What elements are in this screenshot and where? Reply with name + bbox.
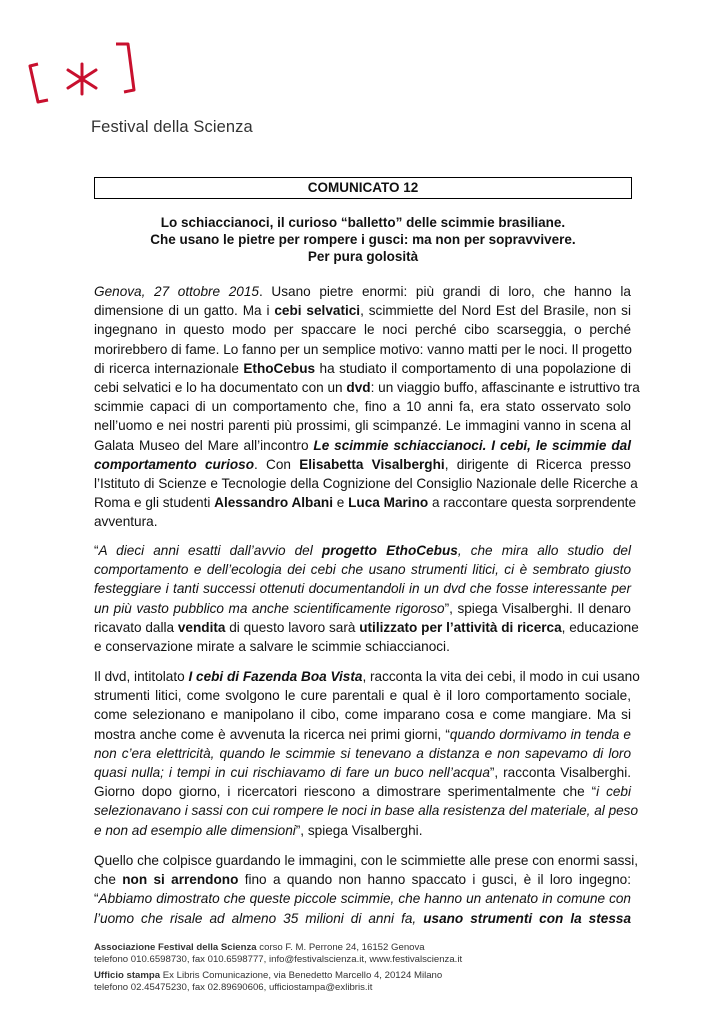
text-run: non si arrendono	[122, 872, 239, 888]
text-run: Elisabetta Visalberghi	[299, 456, 445, 472]
text-run: cebi selvatici e lo ha documentato con un	[94, 380, 347, 396]
text-line	[94, 725, 631, 744]
text-line	[94, 821, 631, 840]
text-run: Abbiamo dimostrato che queste piccole scimmie, che hanno un antenato in comune con	[98, 891, 631, 907]
headline-line: Che usano le pietre per rompere i gusci: ma non per sopravvivere.	[150, 232, 576, 247]
text-run: di ricerca internazionale	[94, 360, 244, 376]
festival-name: Festival della Scienza	[91, 118, 253, 136]
text-run: , educazione	[561, 619, 639, 635]
text-line	[94, 909, 631, 928]
press-headline	[94, 214, 632, 265]
text-line	[94, 889, 631, 908]
text-run: dimensione di un gatto. Ma i	[94, 303, 275, 319]
text-run: a raccontare questa sorprendente	[428, 495, 637, 511]
text-run: Le scimmie schiaccianoci. I cebi, le scimmie dal	[313, 437, 631, 453]
paragraph-intro	[94, 282, 640, 532]
text-run: quando dormivamo in tenda e	[449, 726, 631, 742]
text-run: un più vasto pubblico ma anche scientificamente rigoroso	[94, 600, 445, 616]
text-line	[94, 340, 631, 359]
text-line	[94, 512, 631, 531]
communique-banner: COMUNICATO 12	[94, 177, 632, 199]
text-run: ingegnano in questo modo per spaccare le noci perché cibo scarseggia, o perché	[94, 322, 631, 338]
text-line	[94, 851, 639, 870]
text-run: e	[333, 495, 349, 511]
text-run: festeggiare i tanti successi ottenuti documentandoli in un dvd che fosse interessante per	[94, 581, 631, 597]
text-line	[94, 667, 640, 686]
text-run: , dirigente di Ricerca presso	[444, 456, 631, 472]
text-run: progetto EthoCebus	[321, 543, 458, 558]
text-run: : un viaggio buffo, affascinante e istruttivo tra	[370, 380, 640, 396]
text-run: . Usano pietre enormi: più grandi di loro, che hanno la	[258, 284, 631, 299]
text-line	[94, 541, 631, 560]
text-line	[94, 378, 640, 397]
text-run: nell’uomo e nei nostri parenti più prossimi, gli scimpanzé. Le immagini vanno in scena al	[94, 418, 631, 434]
footer-press-office	[94, 970, 594, 982]
text-line	[94, 705, 631, 724]
text-run: ricavato dalla	[94, 619, 178, 635]
text-run: usano strumenti con la stessa	[423, 910, 632, 926]
text-run: “	[94, 543, 99, 558]
text-run: strumenti litici, come svolgono le cure parentali e qual è il loro comportamento sociale,	[94, 688, 631, 704]
text-line	[94, 782, 631, 801]
text-run: selezionavano i sassi con cui rompere le noci in base alla resistenza del materiale, al peso	[94, 803, 639, 819]
text-line	[94, 870, 631, 889]
text-run: e non ad esempio alle dimensioni	[94, 822, 296, 838]
text-run: fino a quando non hanno spaccato i gusci, è il loro ingegno:	[238, 872, 631, 888]
asterisk-bracket-logo-icon	[24, 40, 144, 110]
text-line	[94, 801, 639, 820]
festival-logo	[24, 40, 253, 140]
text-run: “	[94, 891, 99, 907]
text-line	[94, 282, 631, 301]
text-run: ”, spiega Visalberghi. Il denaro	[444, 600, 631, 616]
association-name: Associazione Festival della Scienza	[94, 942, 257, 953]
text-line	[94, 560, 631, 579]
text-run: Genova, 27 ottobre 2015	[94, 284, 259, 299]
press-office-contacts[interactable]: telefono 02.45475230, fax 02.89690606, ufficiostampa@exlibris.it	[94, 981, 373, 993]
association-address: corso F. M. Perrone 24, 16152 Genova	[256, 942, 425, 953]
text-line	[94, 637, 631, 656]
text-run: che	[94, 872, 123, 888]
text-run: dvd	[346, 380, 371, 396]
text-run: cebi selvatici	[274, 303, 361, 319]
headline-line: Per pura golosità	[307, 249, 419, 264]
text-run: ”, spiega Visalberghi.	[295, 822, 423, 838]
text-line	[94, 416, 631, 435]
paragraph-ingenuity	[94, 851, 639, 928]
text-line	[94, 599, 631, 618]
text-line	[94, 397, 631, 416]
text-run: vendita	[177, 619, 226, 635]
text-run: EthoCebus	[243, 360, 316, 376]
text-run: Il dvd, intitolato	[94, 669, 189, 684]
text-run: ha studiato il comportamento di una popolazione di	[315, 360, 632, 376]
text-run: non c’era elettricità, quando le scimmie si tenevano a distanza e non sapevamo di loro	[94, 745, 631, 761]
text-run: mostra anche come è avvenuta la ricerca nei primi giorni, “	[94, 726, 450, 742]
text-run: scimmie capaci di un comportamento che, fino a 10 anni fa, era stato osservato solo	[94, 399, 631, 415]
text-run: ”, racconta Visalberghi.	[489, 765, 631, 781]
text-run: Luca Marino	[348, 495, 429, 511]
text-run: , che mira allo studio del	[457, 543, 631, 558]
text-run: I cebi di Fazenda Boa Vista	[188, 669, 363, 684]
text-run: l’Istituto di Scienze e Tecnologie della Cognizione del Consiglio Nazionale delle Ricerche a	[94, 476, 638, 492]
text-line	[94, 359, 631, 378]
text-line	[94, 455, 631, 474]
text-run: quasi nulla; i tempi in cui rischiavamo di fare un buco nell’acqua	[94, 765, 490, 781]
text-line	[94, 436, 631, 455]
text-line	[94, 579, 631, 598]
text-run: avventura.	[94, 514, 158, 530]
text-run: Roma e gli studenti	[94, 495, 215, 511]
text-run: Quello che colpisce guardando le immagini, con le scimmiette alle prese con enormi sassi,	[94, 853, 639, 868]
press-office-name: Ufficio stampa	[94, 970, 161, 981]
text-line	[94, 320, 631, 339]
text-run: l’uomo che risale ad almeno 35 milioni di anni fa,	[94, 910, 424, 926]
paragraph-quote	[94, 541, 639, 656]
text-run: comportamento e dell’ecologia dei cebi che usano strumenti litici, ci è sembrato giusto	[94, 562, 631, 578]
association-contacts[interactable]: telefono 010.6598730, fax 010.6598777, info@festivalscienza.it, www.festivalscienza.it	[94, 953, 463, 965]
text-run: Galata Museo del Mare all’incontro	[94, 437, 314, 453]
text-run: Giorno dopo giorno, i ricercatori riescono a dimostrare sperimentalmente che “	[94, 784, 597, 800]
text-line	[94, 763, 631, 782]
headline-line: Lo schiaccianoci, il curioso “balletto” delle scimmie brasiliane.	[160, 215, 566, 230]
text-run: comportamento curioso	[94, 456, 255, 472]
text-line	[94, 493, 637, 512]
text-run: utilizzato per l’attività di ricerca	[359, 619, 562, 635]
text-line	[94, 474, 638, 493]
text-run: Alessandro Albani	[214, 495, 333, 511]
text-run: di questo lavoro sarà	[225, 619, 360, 635]
footer-association	[94, 942, 594, 954]
text-run: . Con	[254, 456, 300, 472]
footer-contacts	[94, 942, 594, 993]
text-run: come selezionano e manipolano il cibo, come imparano cosa e come mangiare. Ma si	[94, 707, 631, 723]
text-line	[94, 301, 631, 320]
text-run: e conservazione mirate a salvare le scimmie schiaccianoci.	[94, 639, 450, 655]
text-line	[94, 744, 631, 763]
press-office-address: Ex Libris Comunicazione, via Benedetto Marcello 4, 20124 Milano	[160, 970, 443, 981]
text-run: i cebi	[596, 784, 631, 800]
text-run: morirebbero di fame. Lo fanno per un semplice motivo: vanno matti per le noci. Il progetto	[94, 341, 632, 357]
text-run: , scimmiette del Nord Est del Brasile, non si	[360, 303, 631, 319]
paragraph-dvd	[94, 667, 640, 840]
text-line	[94, 618, 639, 637]
text-run: , racconta la vita dei cebi, il modo in cui usano	[362, 669, 640, 684]
text-run: A dieci anni esatti dall’avvio del	[98, 543, 322, 558]
text-line	[94, 686, 631, 705]
